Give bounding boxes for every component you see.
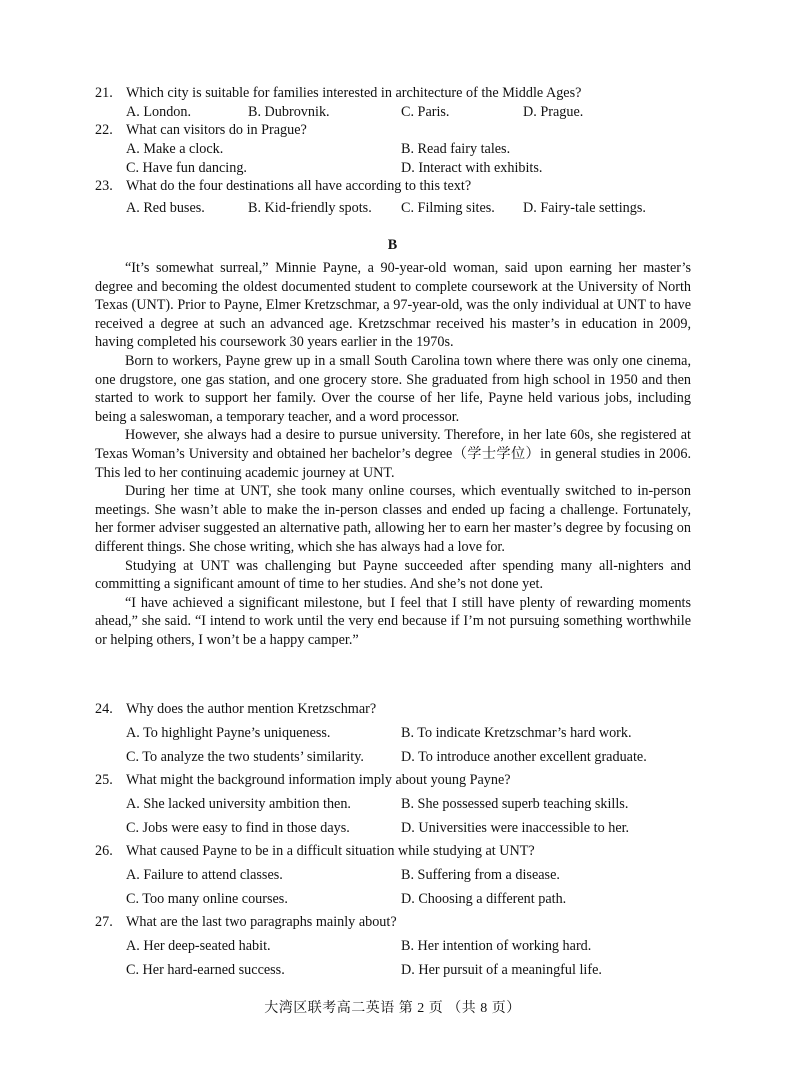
option-a: A. Make a clock.: [126, 141, 224, 157]
option-a: A. Her deep-seated habit.: [126, 938, 271, 954]
option-c: C. To analyze the two students’ similarity.: [126, 749, 364, 765]
question-number: 27.: [95, 914, 113, 930]
option-a: A. To highlight Payne’s uniqueness.: [126, 725, 331, 741]
question-number: 25.: [95, 772, 113, 788]
option-b: B. Suffering from a disease.: [401, 867, 560, 883]
section-title: B: [387, 237, 398, 253]
option-a: A. Red buses.: [126, 200, 205, 216]
question-number: 21.: [95, 85, 113, 101]
passage-paragraph: “It’s somewhat surreal,” Minnie Payne, a 90-year-old woman, said upon earning her master’s degree and becoming the oldest documented student to complete coursework at the University of North Texas (UNT). Prior to Payne, Elmer Kretzschmar, a 97-year-old, was the only individual at UNT to have received a degree at such an advanced age. Kretzschmar received his master’s in education in 2009, having completed his coursework 30 years earlier in the 1970s.: [95, 260, 691, 351]
question-stem: What might the background information imply about young Payne?: [126, 772, 511, 788]
question-stem: Why does the author mention Kretzschmar?: [126, 701, 377, 717]
reading-passage: [95, 259, 691, 649]
option-d: D. Her pursuit of a meaningful life.: [401, 962, 602, 978]
question-stem: What do the four destinations all have according to this text?: [126, 178, 472, 194]
question-number: 24.: [95, 701, 113, 717]
option-d: D. Universities were inaccessible to her.: [401, 820, 630, 836]
option-d: D. Fairy-tale settings.: [523, 200, 646, 216]
question-stem: What can visitors do in Prague?: [126, 122, 307, 138]
option-c: C. Paris.: [401, 104, 450, 120]
question-26: [95, 842, 695, 909]
question-21: [95, 84, 695, 122]
passage-paragraph: Studying at UNT was challenging but Payne succeeded after spending many all-nighters and committing a significant amount of time to her studies. And she’s not done yet.: [95, 557, 691, 593]
option-c: C. Her hard-earned success.: [126, 962, 285, 978]
question-stem: What are the last two paragraphs mainly about?: [126, 914, 397, 930]
option-b: B. She possessed superb teaching skills.: [401, 796, 629, 812]
option-d: D. Interact with exhibits.: [401, 160, 543, 176]
page-footer: 大湾区联考高二英语 第 2 页 （共 8 页）: [264, 1001, 521, 1016]
option-b: B. To indicate Kretzschmar’s hard work.: [401, 725, 632, 741]
option-d: D. Choosing a different path.: [401, 891, 567, 907]
question-number: 26.: [95, 843, 113, 859]
option-c: C. Jobs were easy to find in those days.: [126, 820, 350, 836]
option-d: D. Prague.: [523, 104, 584, 120]
question-22: [95, 121, 695, 178]
option-b: B. Her intention of working hard.: [401, 938, 592, 954]
option-c: C. Too many online courses.: [126, 891, 288, 907]
question-stem: What caused Payne to be in a difficult situation while studying at UNT?: [126, 843, 535, 859]
question-25: [95, 771, 695, 838]
question-27: [95, 913, 695, 980]
option-c: C. Have fun dancing.: [126, 160, 247, 176]
option-b: B. Read fairy tales.: [401, 141, 511, 157]
passage-paragraph: Born to workers, Payne grew up in a small South Carolina town where there was only one cinema, one drugstore, one gas station, and one grocery store. She graduated from high school in 1950 and then started to work to support her family. Over the course of her life, Payne held various jobs, including being a saleswoman, a temporary teacher, and a word processor.: [95, 352, 691, 425]
option-a: A. London.: [126, 104, 192, 120]
option-b: B. Kid-friendly spots.: [248, 200, 372, 216]
option-d: D. To introduce another excellent graduate.: [401, 749, 647, 765]
question-number: 22.: [95, 122, 113, 138]
question-stem: Which city is suitable for families interested in architecture of the Middle Ages?: [126, 85, 582, 101]
passage-paragraph: During her time at UNT, she took many online courses, which eventually switched to in-person meetings. She wasn’t able to make the in-person classes and ended up facing a challenge. Fortunately, her former adviser suggested an alternative path, allowing her to earn her master’s degree by focusing on different things. She chose writing, which she has always had a love for.: [95, 483, 691, 555]
option-a: A. Failure to attend classes.: [126, 867, 283, 883]
option-a: A. She lacked university ambition then.: [126, 796, 351, 812]
question-23: [95, 177, 695, 218]
option-b: B. Dubrovnik.: [248, 104, 330, 120]
passage-paragraph: However, she always had a desire to pursue university. Therefore, in her late 60s, she registered at Texas Woman’s University and obtained her bachelor’s degree（学士学位）in general studies in 2006. This led to her continuing academic journey at UNT.: [95, 427, 691, 481]
question-24: [95, 700, 695, 767]
option-c: C. Filming sites.: [401, 200, 495, 216]
passage-paragraph: “I have achieved a significant milestone, but I feel that I still have plenty of rewarding moments ahead,” she said. “I intend to work until the very end because if I’m not pursuing something worthwhile or helping others, I won’t be a happy camper.”: [95, 594, 691, 648]
question-number: 23.: [95, 178, 113, 194]
